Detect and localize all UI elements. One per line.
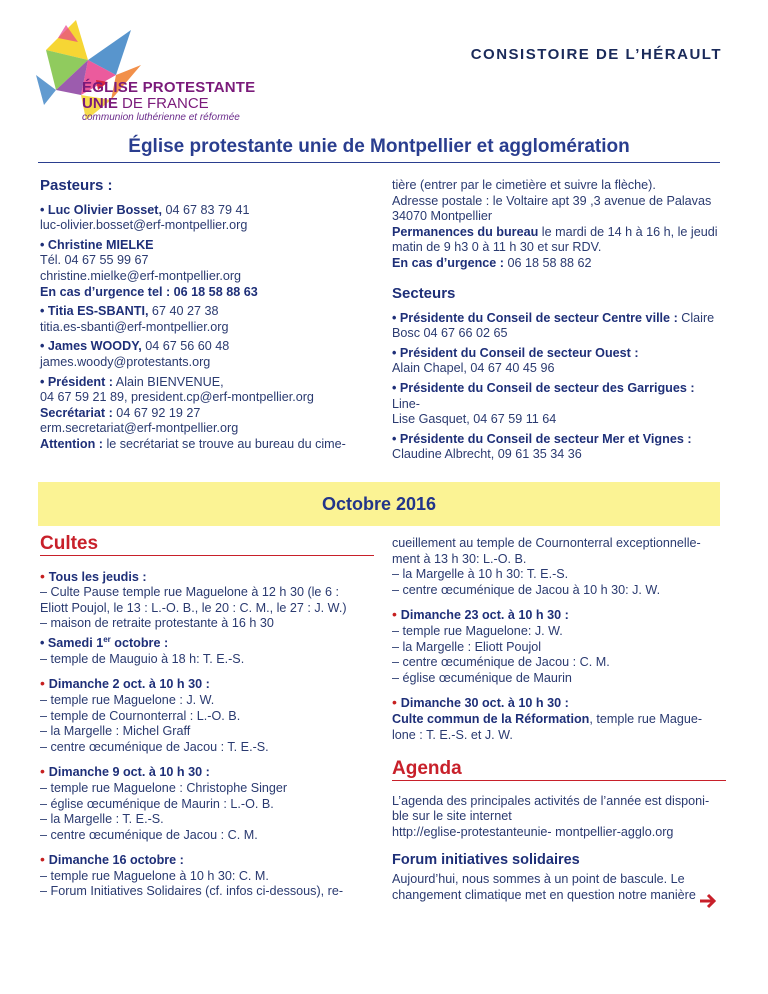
dim16-line2: – Forum Initiatives Solidaires (cf. infos ci-dessous), re- [40,884,344,899]
president-contact[interactable]: 04 67 59 21 89, president.cp@erf-montpellier.org [40,390,314,405]
group-dim9: • Dimanche 9 oct. à 10 h 30 : [40,763,210,780]
pasteur-3: • Titia ES-SBANTI, 67 40 27 38 [40,304,219,319]
secteurs-section [392,286,722,463]
bureau-line3: 34070 Montpellier [392,209,493,224]
red-bullet-icon: • [392,606,401,623]
red-bullet-icon: • [40,567,49,584]
cont-line1: cueillement au temple de Cournonterral exceptionnelle- [392,536,701,550]
red-bullet-icon: • [40,851,49,868]
group-dim30: • Dimanche 30 oct. à 10 h 30 : [392,694,569,711]
logo-line2: UNIE DE FRANCE [82,95,209,112]
arrow-right-icon[interactable] [698,890,718,916]
forum-line1: Aujourd’hui, nous sommes à un point de bascule. Le [392,872,685,887]
dim23-line1: – temple rue Maguelone: J. W. [392,623,563,638]
pasteur-3-email[interactable]: titia.es-sbanti@erf-montpellier.org [40,319,229,334]
dim30-line1: Culte commun de la Réformation, temple rue Mague- [392,711,703,726]
dim9-line3: – la Margelle : T. E.-S. [40,812,164,827]
dim9-line2: – église œcuménique de Maurin : L.-O. B. [40,796,274,811]
secteur-4-contact: Claudine Albrecht, 09 61 35 34 36 [392,447,582,462]
samedi-heading: • Samedi 1er octobre : [40,634,169,651]
agenda-line1: L’agenda des principales activités de l’année est disponi- [392,793,710,808]
dim9-line1: – temple rue Maguelone : Christophe Singer [40,780,288,795]
agenda-heading: Agenda [392,761,726,781]
secteur-1: • Présidente du Conseil de secteur Centre ville : Claire [392,310,715,325]
pasteurs-heading: Pasteurs : [40,177,113,194]
secteur-4: • Présidente du Conseil de secteur Mer et Vignes : [392,431,692,446]
secteur-3-contact: Lise Gasquet, 04 67 59 11 64 [392,412,557,427]
cultes-continued [392,536,726,903]
pasteur-2-urgence: En cas d’urgence tel : 06 18 58 88 63 [40,284,258,299]
attention-note: Attention : le secrétariat se trouve au bureau du cime- [40,436,346,451]
dim2-line2: – temple de Cournonterral : L.-O. B. [40,708,241,723]
secteur-2: • Président du Conseil de secteur Ouest : [392,345,639,360]
samedi-line: – temple de Mauguio à 18 h: T. E.-S. [40,651,245,666]
consistoire-label: CONSISTOIRE DE L’HÉRAULT [470,46,722,63]
secteur-2-contact: Alain Chapel, 04 67 40 45 96 [392,361,555,376]
group-dim23: • Dimanche 23 oct. à 10 h 30 : [392,606,569,623]
month-banner: Octobre 2016 [38,482,720,526]
agenda-link[interactable]: http://eglise-protestanteunie- montpellier-agglo.org [392,824,674,839]
cont-line4: – centre œcuménique de Jacou à 10 h 30: J. W. [392,582,661,597]
pasteur-2: • Christine MIELKE [40,237,154,252]
jeudis-line3: – maison de retraite protestante à 16 h 30 [40,616,274,631]
logo-line1: ÉGLISE PROTESTANTE [82,79,256,96]
red-bullet-icon: • [40,675,49,692]
secteurs-heading: Secteurs [392,285,456,302]
cont-line3: – la Margelle à 10 h 30: T. E.-S. [392,567,569,582]
dim23-line2: – la Margelle : Eliott Poujol [392,639,542,654]
red-bullet-icon: • [40,763,49,780]
pasteur-2-email[interactable]: christine.mielke@erf-montpellier.org [40,268,242,283]
bureau-section [392,178,722,272]
cont-line2: ment à 13 h 30: L.-O. B. [392,551,527,566]
dim23-line4: – église œcuménique de Maurin [392,670,572,685]
dim23-line3: – centre œcuménique de Jacou : C. M. [392,655,610,670]
logo-line3: communion luthérienne et réformée [82,112,240,123]
agenda-line2: ble sur le site internet [392,809,512,824]
permanences: Permanences du bureau le mardi de 14 h à 16 h, le jeudi [392,224,718,239]
jeudis-line2: Eliott Poujol, le 13 : L.-O. B., le 20 : C. M., le 27 : J. W.) [40,600,347,615]
dim30-line2: lone : T. E.-S. et J. W. [392,727,513,742]
cultes-section [40,533,374,900]
pasteur-1: • Luc Olivier Bosset, 04 67 83 79 41 [40,202,250,217]
cultes-heading: Cultes [40,536,374,556]
permanences-line2: matin de 9 h3 0 à 11 h 30 et sur RDV. [392,240,602,255]
bureau-line1: tière (entrer par le cimetière et suivre la flèche). [392,178,656,192]
dim2-line3: – la Margelle : Michel Graff [40,724,191,739]
bureau-line2: Adresse postale : le Voltaire apt 39 ,3 avenue de Palavas [392,193,712,208]
group-jeudis: • Tous les jeudis : [40,567,147,584]
dim2-line1: – temple rue Maguelone : J. W. [40,692,215,707]
secretariat: Secrétariat : 04 67 92 19 27 [40,405,201,420]
dim2-line4: – centre œcuménique de Jacou : T. E.-S. [40,739,269,754]
pasteur-4: • James WOODY, 04 67 56 60 48 [40,339,230,354]
forum-heading: Forum initiatives solidaires [392,851,580,868]
red-bullet-icon: • [392,694,401,711]
pasteur-4-email[interactable]: james.woody@protestants.org [40,354,211,369]
secteur-3: • Présidente du Conseil de secteur des Garrigues : Line- [392,380,695,411]
pasteurs-section [40,178,370,453]
logo-text [82,80,255,124]
group-dim2: • Dimanche 2 oct. à 10 h 30 : [40,675,210,692]
group-dim16: • Dimanche 16 octobre : [40,851,184,868]
secretariat-email[interactable]: erm.secretariat@erf-montpellier.org [40,421,239,436]
urgence: En cas d’urgence : 06 18 58 88 62 [392,255,592,270]
dim9-line4: – centre œcuménique de Jacou : C. M. [40,827,258,842]
page-title: Église protestante unie de Montpellier et agglomération [38,136,720,163]
jeudis-line1: – Culte Pause temple rue Maguelone à 12 h 30 (le 6 : [40,585,339,600]
president: • Président : Alain BIENVENUE, [40,374,224,389]
dim16-line1: – temple rue Maguelone à 10 h 30: C. M. [40,868,269,883]
secteur-1-contact: Bosc 04 67 66 02 65 [392,326,508,341]
pasteur-1-email[interactable]: luc-olivier.bosset@erf-montpellier.org [40,218,248,233]
pasteur-2-tel: Tél. 04 67 55 99 67 [40,253,149,268]
forum-line2: changement climatique met en question notre manière [392,887,696,902]
